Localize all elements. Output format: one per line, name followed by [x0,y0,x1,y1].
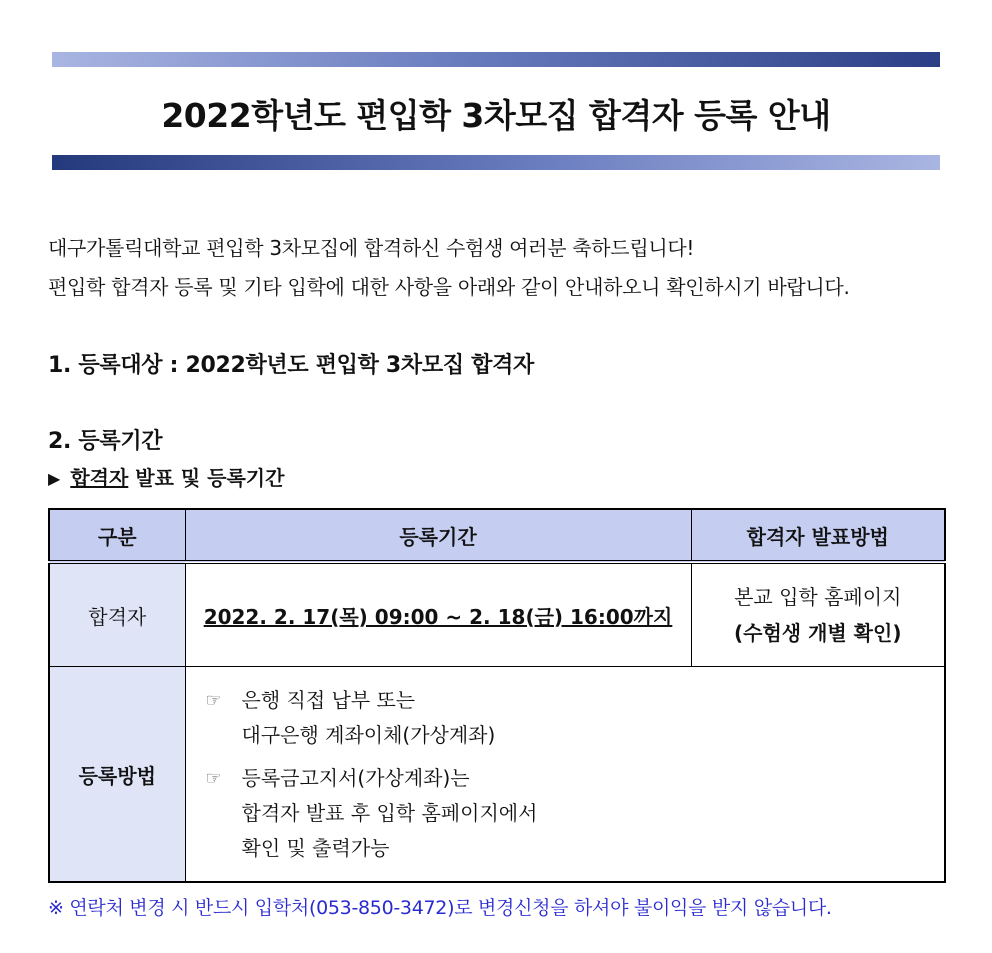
registration-period: 2022. 2. 17(목) 09:00 ~ 2. 18(금) 16:00까지 [203,604,673,629]
header-announcement-method: 합격자 발표방법 [691,509,945,562]
row-label-successful-applicant: 합격자 [49,562,185,667]
subheading-rest: 발표 및 등록기간 [128,466,285,490]
top-decorative-band [52,52,940,67]
page-title: 2022학년도 편입학 3차모집 합격자 등록 안내 [161,96,831,135]
section-2-subheading [48,462,284,491]
header-period: 등록기간 [185,509,691,562]
subheading-underlined: 합격자 [70,466,129,490]
method-item-notice [206,761,945,866]
method-item-bank [206,683,945,753]
pointing-hand-icon: ☞ [205,767,222,789]
method-item-line: 확인 및 출력가능 [241,835,390,860]
registration-period-cell [185,562,691,667]
header-category: 구분 [49,509,185,562]
row-label-registration-method: 등록방법 [49,667,185,883]
method-item-line: 대구은행 계좌이체(가상계좌) [241,722,496,747]
triangle-bullet-icon: ▶ [48,469,61,488]
pointing-hand-icon: ☞ [205,689,222,711]
method-item-line: 합격자 발표 후 입학 홈페이지에서 [241,800,538,825]
table-row [49,562,945,667]
table-header-row [49,509,945,562]
section-2-heading: 2. 등록기간 [48,429,163,454]
section-1-registration-target: 1. 등록대상 : 2022학년도 편입학 3차모집 합격자 [48,353,534,378]
table-row [49,667,945,883]
method-item-line: 은행 직접 납부 또는 [241,687,416,712]
intro-line-2: 편입학 합격자 등록 및 기타 입학에 대한 사항을 아래와 같이 안내하오니 확인하시기 바랍니다. [48,275,850,299]
method-item-line: 등록금고지서(가상계좌)는 [241,765,470,790]
announcement-line-2: (수험생 개별 확인) [734,621,902,645]
registration-table [48,508,946,883]
announcement-method-cell [691,562,945,667]
contact-change-footnote: ※ 연락처 변경 시 반드시 입학처(053-850-3472)로 변경신청을 하셔야 불이익을 받지 않습니다. [48,897,832,919]
intro-line-1: 대구가톨릭대학교 편입학 3차모집에 합격하신 수험생 여러분 축하드립니다! [48,236,695,260]
registration-method-cell [185,667,945,883]
announcement-line-1: 본교 입학 홈페이지 [734,585,902,609]
bottom-decorative-band [52,155,940,170]
